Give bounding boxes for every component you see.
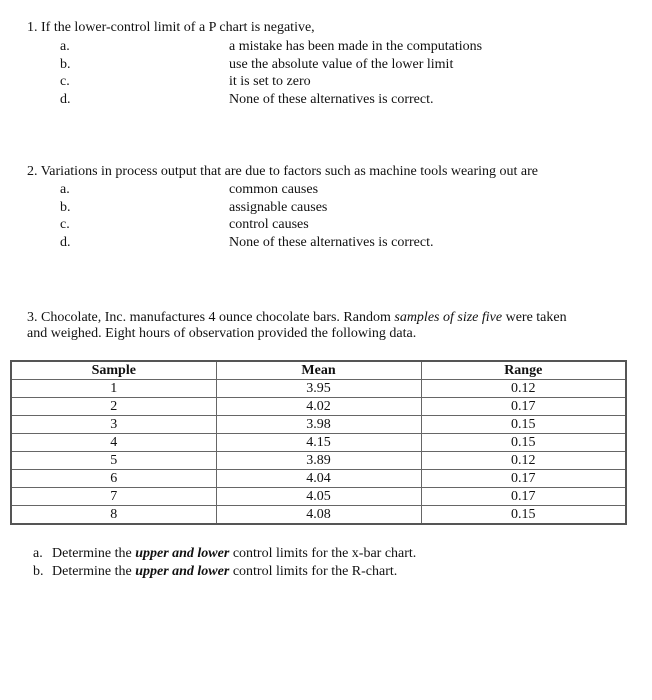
table-cell: 0.12 xyxy=(421,452,626,470)
option-text: control causes xyxy=(229,217,309,233)
table-row xyxy=(11,452,626,470)
table-cell: 0.15 xyxy=(421,506,626,525)
table-cell: 3.95 xyxy=(216,380,421,398)
option-letter: c. xyxy=(60,217,70,233)
table-row xyxy=(11,506,626,525)
table-row xyxy=(11,398,626,416)
table-cell: 0.15 xyxy=(421,416,626,434)
table-cell: 3.98 xyxy=(216,416,421,434)
text: were taken xyxy=(502,310,567,325)
table-cell: 7 xyxy=(11,488,216,506)
table-cell: 4.05 xyxy=(216,488,421,506)
option-letter: d. xyxy=(60,235,71,251)
option-letter: d. xyxy=(60,92,71,108)
table-cell: 2 xyxy=(11,398,216,416)
part-text xyxy=(52,563,397,580)
table-cell: 4.02 xyxy=(216,398,421,416)
table-cell: 0.15 xyxy=(421,434,626,452)
option-letter: b. xyxy=(60,56,71,72)
option-letter: b. xyxy=(60,199,71,215)
table-cell: 4.15 xyxy=(216,434,421,452)
table-cell: 3 xyxy=(11,416,216,434)
table-row xyxy=(11,416,626,434)
header-mean: Mean xyxy=(216,361,421,380)
table-row xyxy=(11,380,626,398)
table-cell: 0.17 xyxy=(421,488,626,506)
part-letter: a. xyxy=(33,546,43,561)
table-row xyxy=(11,488,626,506)
table-cell: 4.08 xyxy=(216,506,421,525)
option-letter: a. xyxy=(60,39,70,54)
question-3-line-1 xyxy=(27,309,567,326)
table-cell: 3.89 xyxy=(216,452,421,470)
option-text: None of these alternatives is correct. xyxy=(229,92,434,108)
part-text xyxy=(52,545,416,562)
text: 3. Chocolate, Inc. manufactures 4 ounce chocolate bars. Random xyxy=(27,310,395,325)
table-cell: 8 xyxy=(11,506,216,525)
option-letter: a. xyxy=(60,182,70,197)
text: Determine the xyxy=(52,564,136,579)
option-text: None of these alternatives is correct. xyxy=(229,235,434,251)
part-letter: b. xyxy=(33,564,44,579)
header-range: Range xyxy=(421,361,626,380)
option-text: use the absolute value of the lower limit xyxy=(229,56,454,72)
text: control limits for the R-chart. xyxy=(229,564,398,579)
option-text: common causes xyxy=(229,182,319,197)
table-cell: 0.12 xyxy=(421,380,626,398)
table-row xyxy=(11,470,626,488)
table-cell: 0.17 xyxy=(421,470,626,488)
question-3-line-2: and weighed. Eight hours of observation provided the following data. xyxy=(27,326,417,341)
emphasis: upper and lower xyxy=(135,546,230,561)
option-text: it is set to zero xyxy=(229,74,311,90)
table-row xyxy=(11,434,626,452)
header-sample: Sample xyxy=(11,361,216,380)
data-table xyxy=(10,360,627,525)
emphasis: samples of size five xyxy=(394,310,503,325)
question-1: 1. If the lower-control limit of a P chart is negative, xyxy=(27,20,315,35)
table-cell: 6 xyxy=(11,470,216,488)
table-cell: 5 xyxy=(11,452,216,470)
option-text: a mistake has been made in the computations xyxy=(229,39,483,54)
question-2: 2. Variations in process output that are due to factors such as machine tools wearing out are xyxy=(27,164,538,179)
table-cell: 0.17 xyxy=(421,398,626,416)
table-cell: 4.04 xyxy=(216,470,421,488)
option-text: assignable causes xyxy=(229,199,328,215)
table-cell: 4 xyxy=(11,434,216,452)
option-letter: c. xyxy=(60,74,70,90)
table-header xyxy=(11,361,626,380)
text: Determine the xyxy=(52,546,136,561)
emphasis: upper and lower xyxy=(135,564,230,579)
table-cell: 1 xyxy=(11,380,216,398)
text: control limits for the x-bar chart. xyxy=(229,546,417,561)
